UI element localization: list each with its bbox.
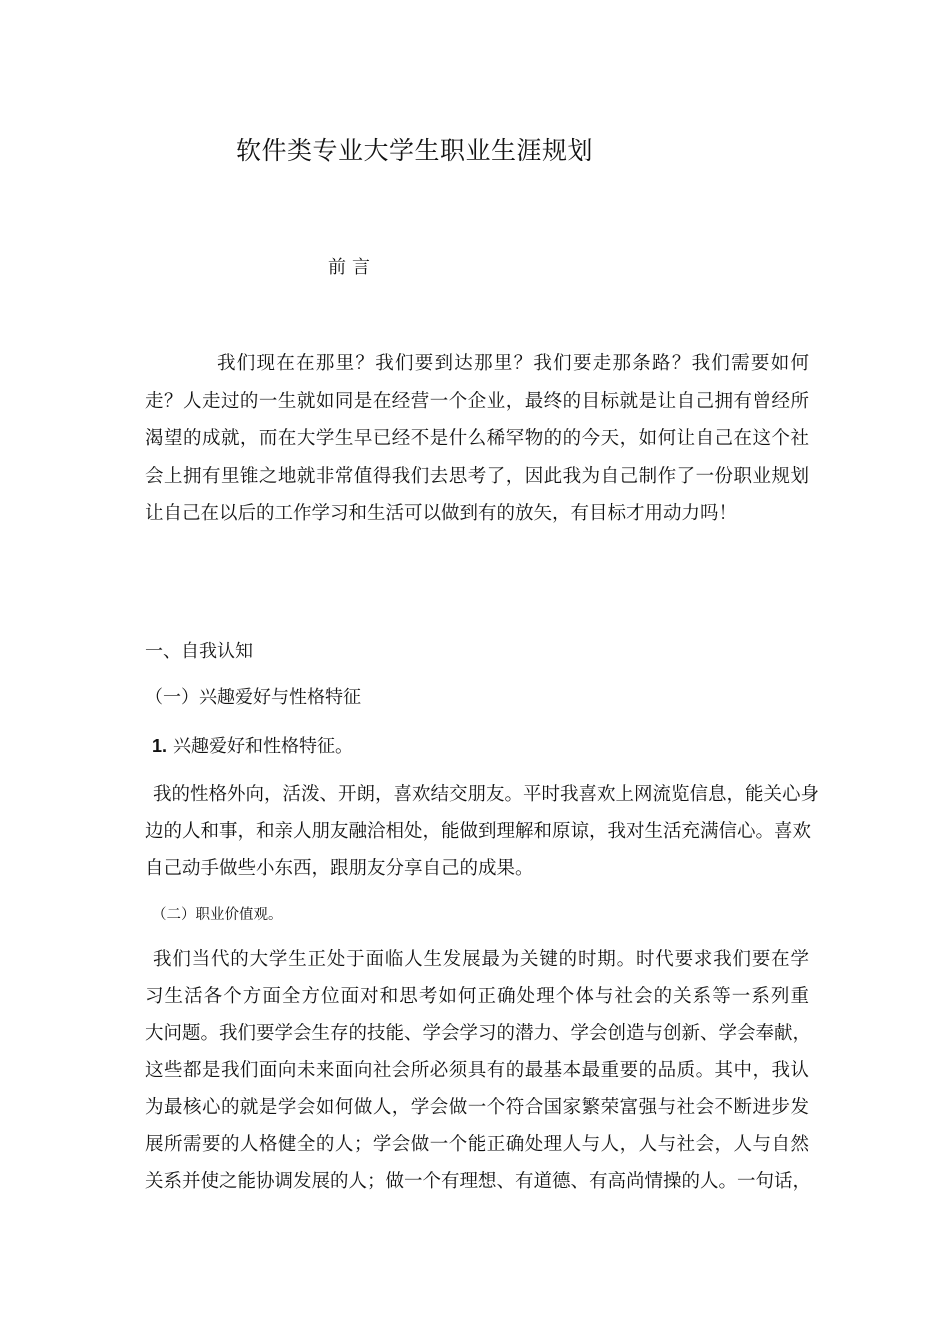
paragraph-line: 我们当代的大学生正处于面临人生发展最为关键的时期。时代要求我们要在学 (153, 949, 809, 970)
intro-paragraph (145, 345, 809, 533)
paragraph-line: 自己动手做些小东西，跟朋友分享自己的成果。 (145, 858, 534, 879)
document-title: 软件类专业大学生职业生涯规划 (236, 136, 594, 165)
paragraph-line: 我的性格外向，活泼、开朗，喜欢结交朋友。平时我喜欢上网流览信息，能关心身 (153, 784, 820, 805)
preface-heading: 前言 (328, 257, 376, 278)
paragraph-line: 大问题。我们要学会生存的技能、学会学习的潜力、学会创造与创新、学会奉献， (145, 1023, 812, 1044)
intro-line: 我们现在在那里？我们要到达那里？我们要走那条路？我们需要如何 (217, 353, 809, 374)
list-item-heading (152, 732, 353, 758)
paragraph-line: 展所需要的人格健全的人；学会做一个能正确处理人与人，人与社会，人与自然 (145, 1134, 809, 1155)
section-heading-self-awareness: 一、自我认知 (145, 641, 253, 662)
list-item-text: 兴趣爱好和性格特征。 (173, 736, 354, 757)
list-item-number: 1. (152, 736, 168, 756)
paragraph-line: 边的人和事，和亲人朋友融洽相处，能做到理解和原谅，我对生活充满信心。喜欢 (145, 821, 812, 842)
paragraph-line: 关系并使之能协调发展的人；做一个有理想、有道德、有高尚情操的人。一句话， (145, 1171, 812, 1192)
intro-line: 让自己在以后的工作学习和生活可以做到有的放矢，有目标才用动力吗！ (145, 503, 738, 524)
paragraph-line: 为最核心的就是学会如何做人，学会做一个符合国家繁荣富强与社会不断进步发 (145, 1097, 809, 1118)
intro-line: 走？人走过的一生就如同是在经营一个企业，最终的目标就是让自己拥有曾经所 (145, 390, 809, 412)
subsection-heading-values: （二）职业价值观。 (152, 907, 283, 923)
values-paragraph (145, 941, 812, 1200)
subsection-heading-interests: （一）兴趣爱好与性格特征 (145, 687, 361, 708)
intro-line: 会上拥有里锥之地就非常值得我们去思考了，因此我为自己制作了一份职业规划 (145, 465, 809, 487)
intro-line: 渴望的成就，而在大学生早已经不是什么稀罕物的的今天，如何让自己在这个社 (145, 428, 809, 449)
paragraph-line: 这些都是我们面向未来面向社会所必须具有的最基本最重要的品质。其中，我认 (145, 1060, 809, 1081)
personality-paragraph (145, 776, 820, 887)
paragraph-line: 习生活各个方面全方位面对和思考如何正确处理个体与社会的关系等一系列重 (145, 986, 809, 1007)
